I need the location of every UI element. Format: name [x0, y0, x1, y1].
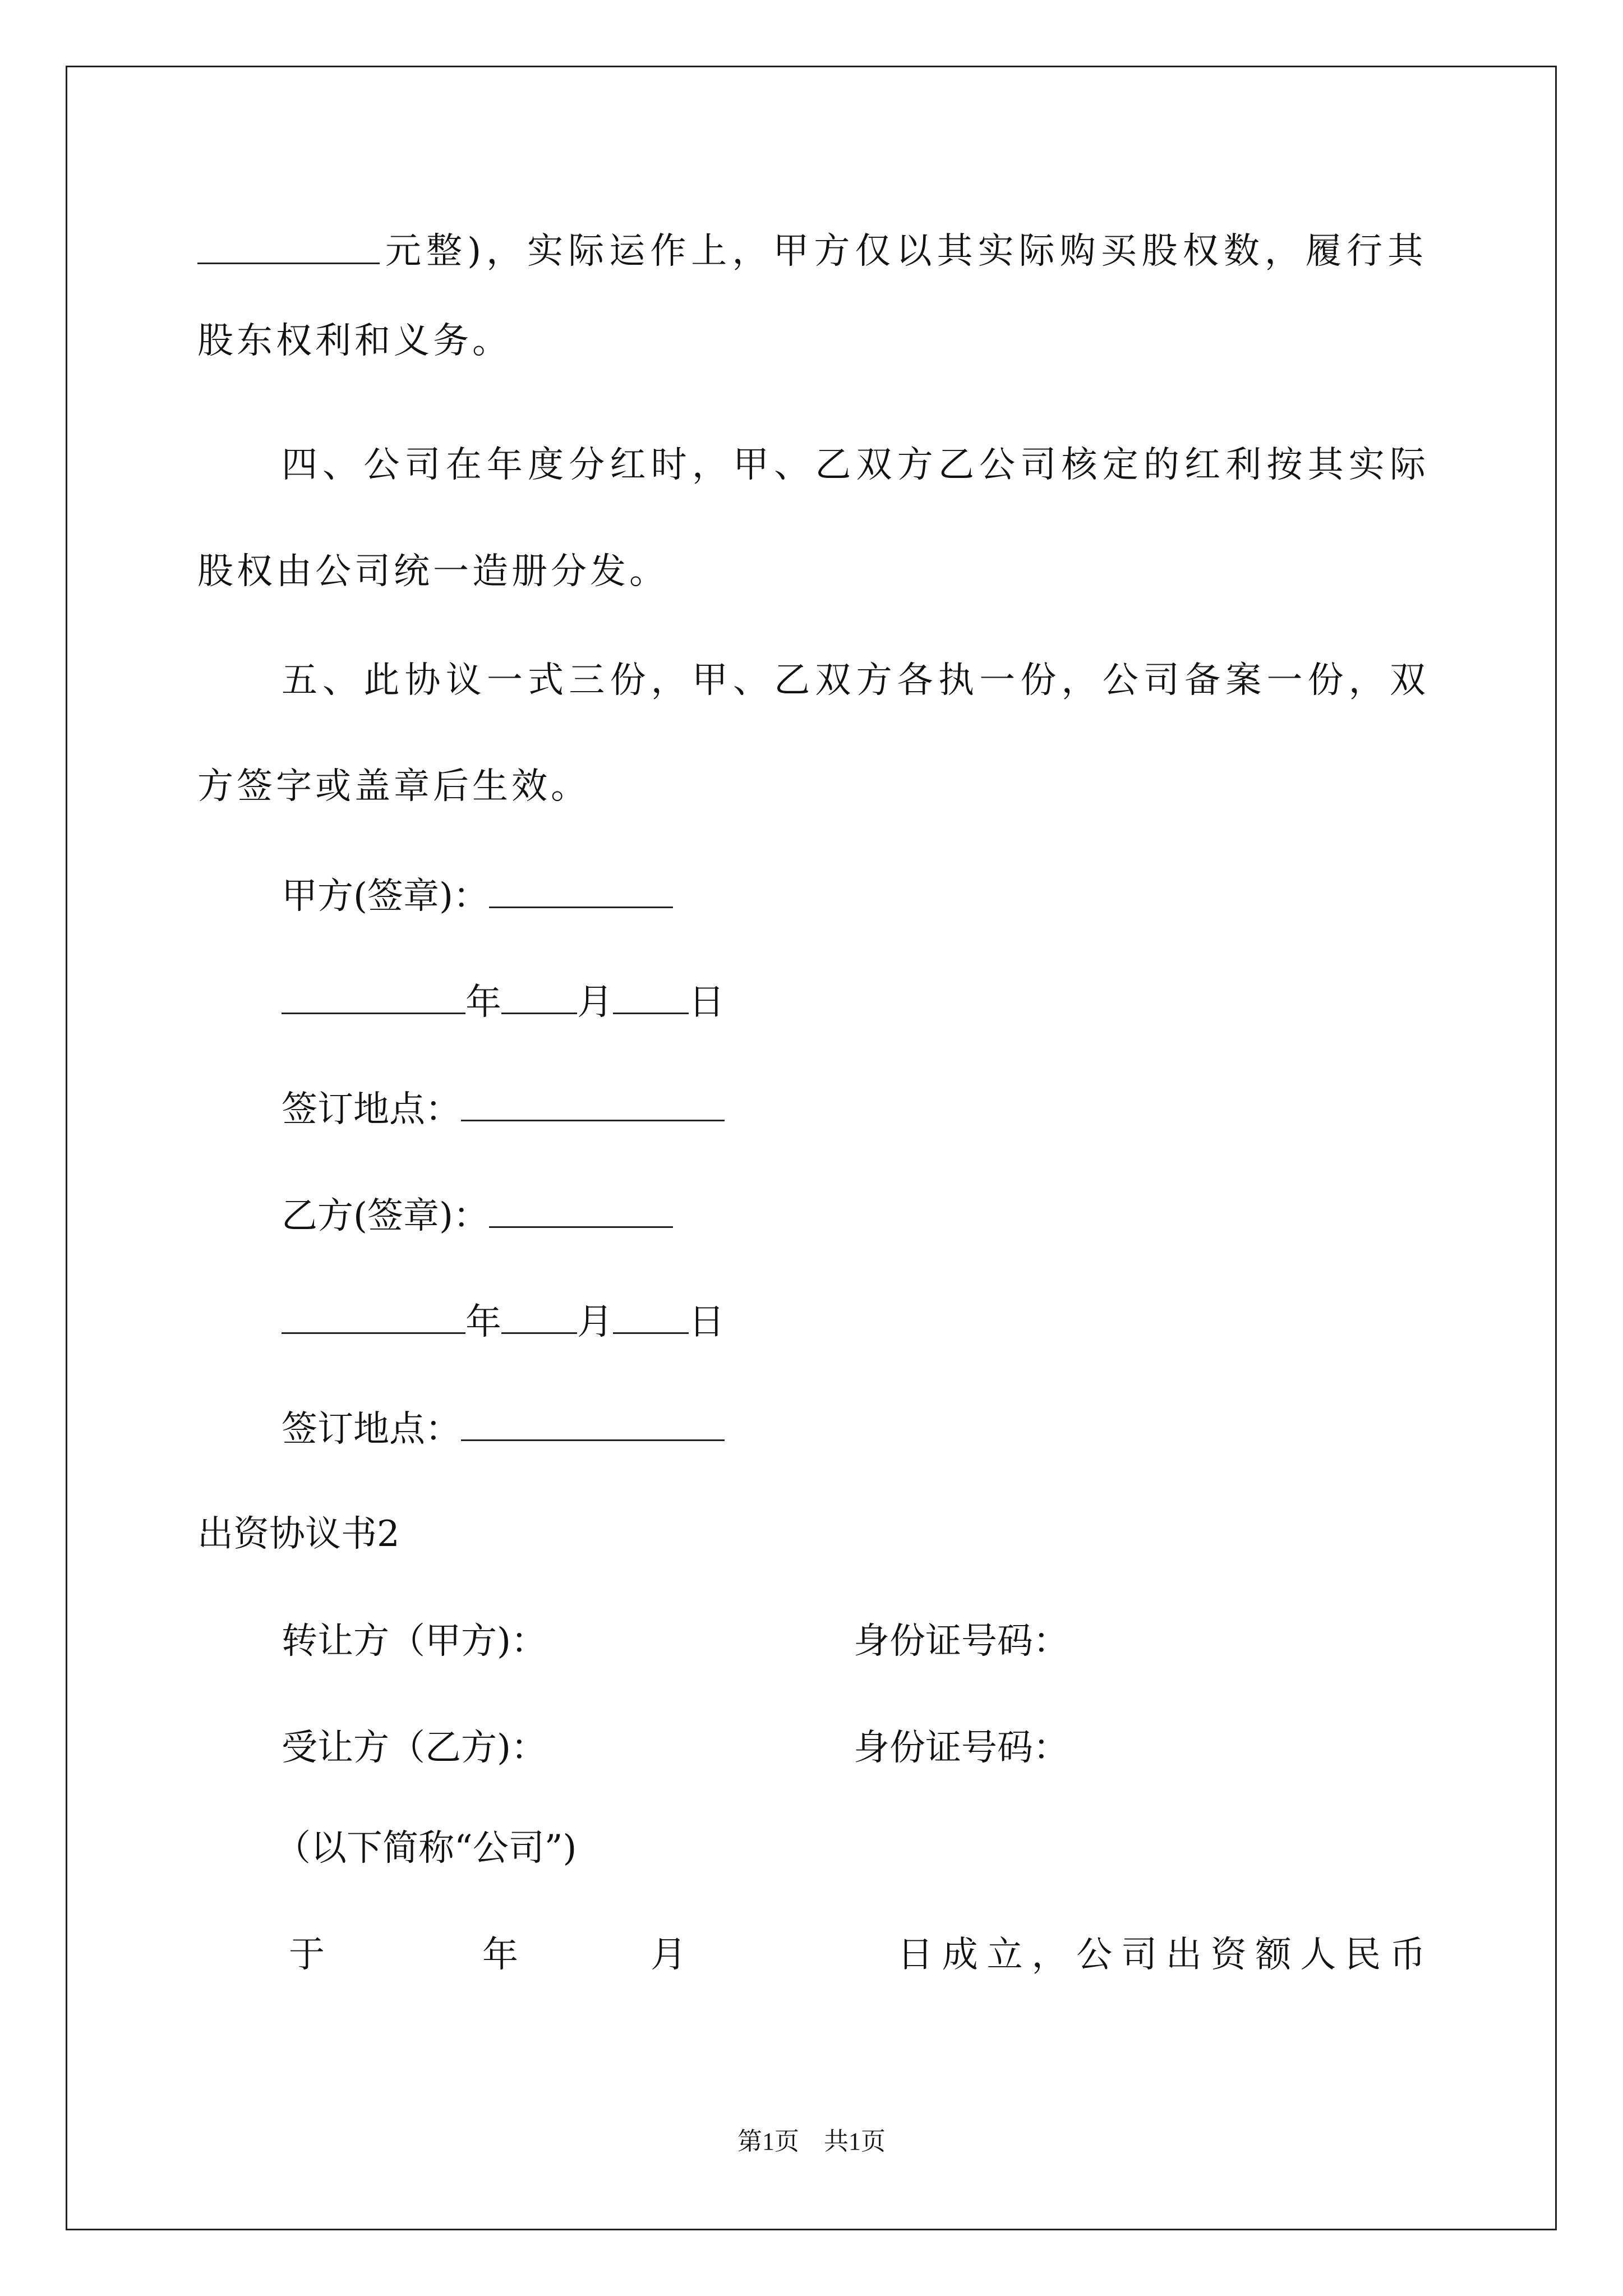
- party-b-sign-row: [282, 1193, 673, 1239]
- est-year: 年: [482, 1934, 518, 1976]
- year-label-1: 年: [465, 982, 501, 1023]
- sign-place-row-2: [282, 1406, 725, 1452]
- sign-place-label-1: 签订地点：: [282, 1089, 461, 1130]
- para3-line2: 股东权利和义务。: [197, 320, 511, 362]
- sign-place-row-1: [282, 1086, 725, 1132]
- para5-line2: 方签字或盖章后生效。: [197, 766, 590, 807]
- est-yu: 于: [289, 1934, 325, 1976]
- sign-place-blank-1: [461, 1086, 725, 1121]
- page-border: [66, 66, 1557, 2230]
- sign-place-label-2: 签订地点：: [282, 1409, 461, 1450]
- year-label-2: 年: [465, 1301, 501, 1343]
- para3-line1-text: 元整)，实际运作上，甲方仅以其实际购买股权数，履行其: [385, 231, 1426, 272]
- transferor-label: 转让方（甲方)：: [282, 1621, 547, 1662]
- est-tail: 日成立，公司出资额人民币: [897, 1934, 1426, 1976]
- page-number: 第1页: [737, 2128, 799, 2155]
- para5-line1: 五、此协议一式三份，甲、乙双方各执一份，公司备案一份，双: [282, 660, 1426, 701]
- id-number-label-1: 身份证号码：: [854, 1621, 1069, 1662]
- month-blank-2: [501, 1299, 577, 1334]
- date-row-2: [282, 1299, 725, 1345]
- party-b-sign-label: 乙方(签章)：: [282, 1195, 489, 1237]
- day-blank-2: [613, 1299, 689, 1334]
- day-label-2: 日: [689, 1301, 725, 1343]
- para4-line2: 股权由公司统一造册分发。: [197, 551, 668, 592]
- year-blank-1: [282, 979, 465, 1014]
- id-number-label-2: 身份证号码：: [854, 1727, 1069, 1769]
- abbreviation-note: （以下简称“公司”): [275, 1828, 577, 1869]
- day-label-1: 日: [689, 982, 725, 1023]
- sign-place-blank-2: [461, 1406, 725, 1441]
- month-label-2: 月: [577, 1301, 613, 1343]
- page-footer: [0, 2125, 1623, 2159]
- month-label-1: 月: [577, 982, 613, 1023]
- party-a-sign-row: [282, 873, 673, 919]
- party-b-sign-blank: [489, 1193, 673, 1228]
- month-blank-1: [501, 979, 577, 1014]
- para4-line1: 四、公司在年度分红时，甲、乙双方乙公司核定的红利按其实际: [282, 444, 1426, 486]
- amount-blank: [197, 229, 380, 264]
- day-blank-1: [613, 979, 689, 1014]
- page-total: 共1页: [824, 2128, 886, 2155]
- party-a-sign-blank: [489, 873, 673, 908]
- date-row-1: [282, 979, 725, 1025]
- party-a-sign-label: 甲方(签章)：: [282, 876, 489, 917]
- est-month: 月: [651, 1934, 686, 1976]
- transferee-label: 受让方（乙方)：: [282, 1727, 547, 1769]
- year-blank-2: [282, 1299, 465, 1334]
- section-title: 出资协议书2: [197, 1513, 400, 1555]
- para3-line1: [197, 229, 1426, 274]
